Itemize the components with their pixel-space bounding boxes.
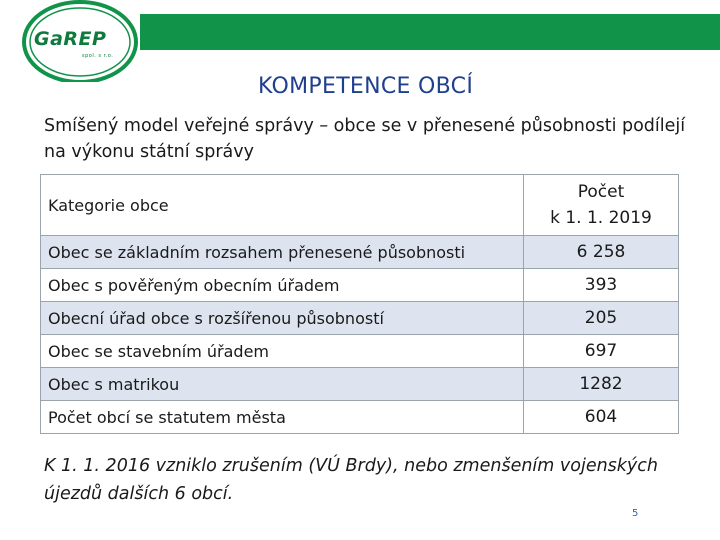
row-category: Počet obcí se statutem města (41, 401, 524, 434)
garep-logo (22, 0, 138, 82)
logo-text: GaREP (34, 28, 107, 50)
slide-title: KOMPETENCE OBCÍ (258, 74, 474, 99)
logo-subtext: spol. s r.o. (82, 53, 114, 59)
table-row (41, 269, 679, 302)
table-row (41, 368, 679, 401)
column-header-category: Kategorie obce (41, 175, 524, 236)
page-number: 5 (632, 508, 639, 519)
municipality-categories-table (40, 174, 679, 434)
table-header-row (41, 175, 679, 236)
row-category: Obec se základním rozsahem přenesené působnosti (41, 236, 524, 269)
row-count: 393 (524, 269, 679, 302)
slide-subtitle: Smíšený model veřejné správy – obce se v přenesené působnosti podílejí na výkonu státní správy (44, 116, 686, 162)
table-row (41, 401, 679, 434)
row-category: Obecní úřad obce s rozšířenou působností (41, 302, 524, 335)
column-header-count (524, 175, 679, 236)
row-count: 604 (524, 401, 679, 434)
header-green-bar (140, 14, 720, 50)
row-count: 205 (524, 302, 679, 335)
row-count: 1282 (524, 368, 679, 401)
row-category: Obec s matrikou (41, 368, 524, 401)
row-count: 6 258 (524, 236, 679, 269)
count-header-line2: k 1. 1. 2019 (550, 208, 652, 228)
row-category: Obec se stavebním úřadem (41, 335, 524, 368)
row-category: Obec s pověřeným obecním úřadem (41, 269, 524, 302)
table-row (41, 236, 679, 269)
table-row (41, 335, 679, 368)
footnote: K 1. 1. 2016 vzniklo zrušením (VÚ Brdy), nebo zmenšením vojenských újezdů dalších 6 obcí. (44, 456, 659, 504)
count-header-line1: Počet (577, 182, 625, 202)
table-row (41, 302, 679, 335)
row-count: 697 (524, 335, 679, 368)
